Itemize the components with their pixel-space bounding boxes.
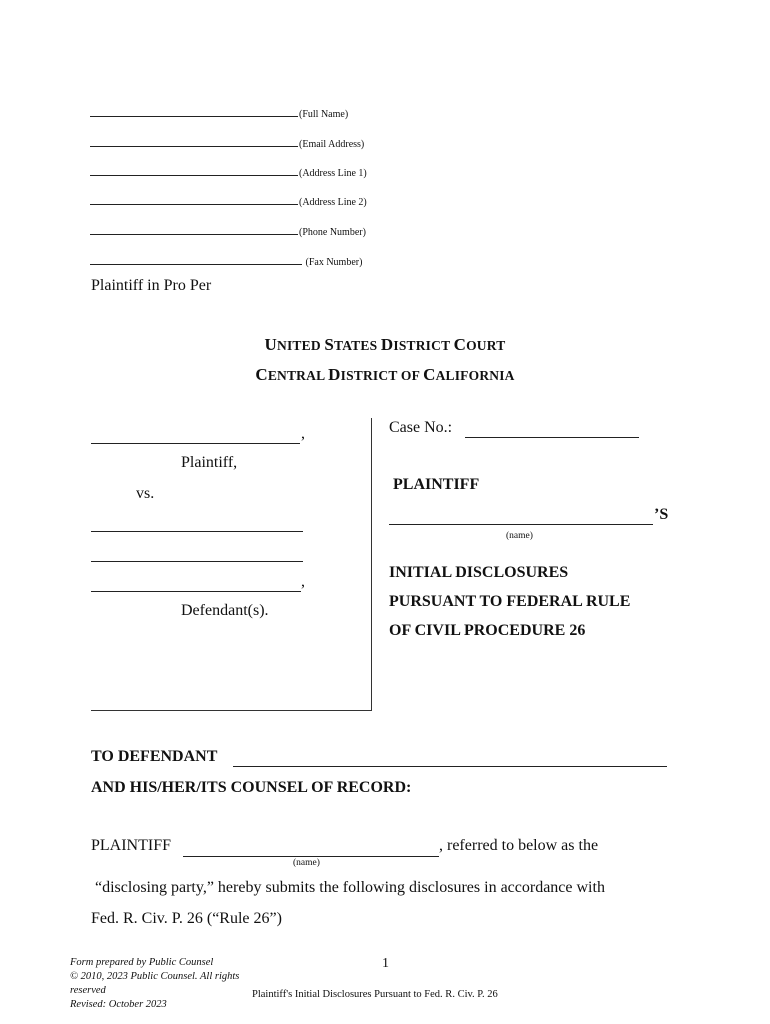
vs-label: vs. xyxy=(136,485,155,502)
full-name-label: (Full Name) xyxy=(299,109,349,120)
page-number: 1 xyxy=(382,956,389,971)
fax-label: (Fax Number) xyxy=(303,257,363,268)
plaintiff-comma: , xyxy=(301,425,305,442)
referred-text: , referred to below as the xyxy=(439,837,599,854)
case-number-label: Case No.: xyxy=(389,419,453,436)
plaintiff-name-blank[interactable] xyxy=(91,442,300,444)
doc-title-line-2: PURSUANT TO FEDERAL RULE xyxy=(389,593,631,610)
defendant-name-blank[interactable] xyxy=(233,765,667,767)
doc-title-line-3: OF CIVIL PROCEDURE 26 xyxy=(389,622,586,639)
address2-blank[interactable] xyxy=(90,195,298,205)
caption-vertical-rule xyxy=(371,418,372,710)
defendant-comma: , xyxy=(301,573,305,590)
defendant-blank-3[interactable] xyxy=(91,590,301,592)
full-name-line xyxy=(90,107,348,121)
court-district: CENTRAL DISTRICT OF CALIFORNIA xyxy=(255,365,515,384)
email-blank[interactable] xyxy=(90,137,298,147)
body-plaintiff-name-blank[interactable] xyxy=(183,855,439,857)
possessive-suffix: ’S xyxy=(654,506,669,523)
phone-line xyxy=(90,225,366,239)
caption-bottom-rule xyxy=(91,710,372,711)
name-hint-caption: (name) xyxy=(506,531,533,541)
email-label: (Email Address) xyxy=(299,139,365,150)
footer-credit-line-3: Revised: October 2023 xyxy=(70,999,167,1010)
to-defendant-label: TO DEFENDANT xyxy=(91,748,218,765)
defendant-blank-1[interactable] xyxy=(91,530,303,532)
court-name: UNITED STATES DISTRICT COURT xyxy=(264,335,506,354)
doc-title-line-1: INITIAL DISCLOSURES xyxy=(389,564,569,581)
fax-line xyxy=(90,255,362,269)
disclosing-party-text: “disclosing party,” hereby submits the following disclosures in accordance with xyxy=(95,879,605,896)
defendant-label: Defendant(s). xyxy=(181,602,269,619)
footer-credits xyxy=(70,956,240,1012)
counsel-of-record: AND HIS/HER/ITS COUNSEL OF RECORD: xyxy=(91,779,412,796)
footer-credit-line-1: Form prepared by Public Counsel xyxy=(70,957,214,968)
phone-blank[interactable] xyxy=(90,225,298,235)
defendant-blank-2[interactable] xyxy=(91,560,303,562)
address2-label: (Address Line 2) xyxy=(299,197,367,208)
footer-credit-line-2: © 2010, 2023 Public Counsel. All rights reserved xyxy=(70,971,240,996)
address1-line xyxy=(90,166,367,180)
plaintiff-label: Plaintiff, xyxy=(181,454,238,471)
address1-blank[interactable] xyxy=(90,166,298,176)
name-hint-body: (name) xyxy=(293,858,320,868)
plaintiff-doc-name-blank[interactable] xyxy=(389,523,653,525)
address2-line xyxy=(90,195,367,209)
full-name-blank[interactable] xyxy=(90,107,298,117)
plaintiff-in-pro-per: Plaintiff in Pro Per xyxy=(91,277,212,294)
doc-plaintiff-label: PLAINTIFF xyxy=(393,476,480,493)
body-plaintiff-word: PLAINTIFF xyxy=(91,837,172,854)
rule-26-text: Fed. R. Civ. P. 26 (“Rule 26”) xyxy=(91,910,282,927)
address1-label: (Address Line 1) xyxy=(299,168,367,179)
footer-document-title: Plaintiff's Initial Disclosures Pursuant to Fed. R. Civ. P. 26 xyxy=(252,989,498,1000)
email-line xyxy=(90,137,364,151)
fax-blank[interactable] xyxy=(90,255,302,265)
case-number-blank[interactable] xyxy=(465,436,639,438)
phone-label: (Phone Number) xyxy=(299,227,366,238)
